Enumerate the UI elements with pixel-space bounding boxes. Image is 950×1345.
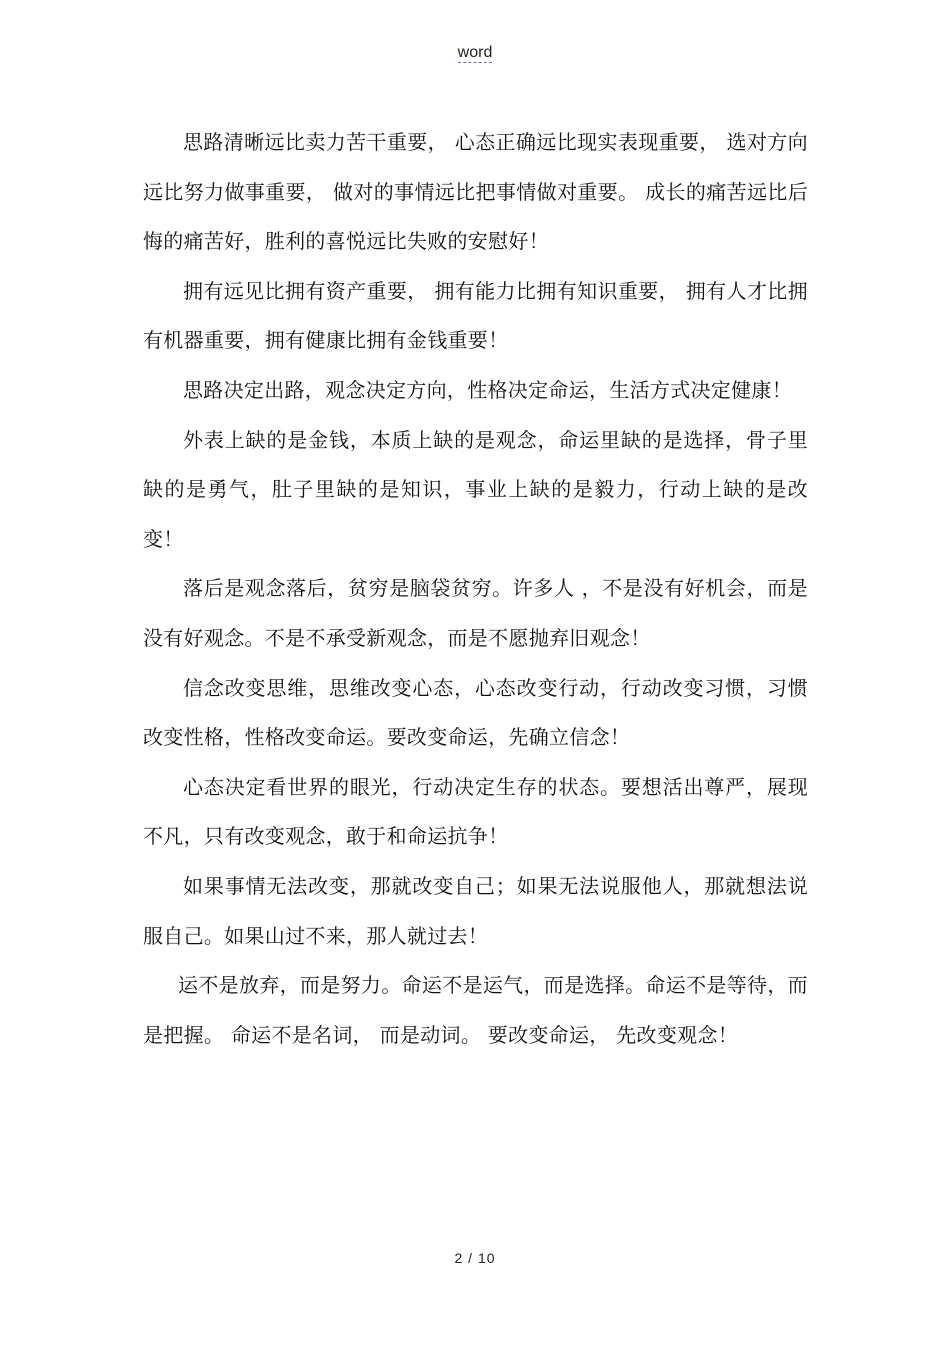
header-title: word — [457, 44, 493, 61]
paragraph-4: 外表上缺的是金钱，本质上缺的是观念，命运里缺的是选择，骨子里缺的是勇气，肚子里缺的是知识，事业上缺的是毅力，行动上缺的是改变！ — [143, 427, 808, 551]
paragraph-5: 落后是观念落后，贫穷是脑袋贫穷。许多人 ，不是没有好机会，而是没有好观念。不是不承受新观念，而是不愿抛弃旧观念！ — [143, 576, 808, 650]
paragraph-1: 思路清晰远比卖力苦干重要， 心态正确远比现实表现重要， 选对方向远比努力做事重要， 做对的事情远比把事情做对重要。 成长的痛苦远比后悔的痛苦好，胜利的喜悦远比失败的安慰好！ — [143, 130, 808, 254]
paragraph-3: 思路决定出路，观念决定方向，性格决定命运，生活方式决定健康！ — [183, 377, 792, 402]
paragraph-6: 信念改变思维，思维改变心态，心态改变行动，行动改变习惯，习惯改变性格，性格改变命运。要改变命运，先确立信念！ — [143, 675, 808, 750]
page-number: 2 / 10 — [454, 1250, 496, 1266]
paragraph-9: 运不是放弃，而是努力。命运不是运气，而是选择。命运不是等待，而是把握。 命运不是名词， 而是动词。 要改变命运， 先改变观念！ — [143, 973, 808, 1047]
paragraph-2: 拥有远见比拥有资产重要， 拥有能力比拥有知识重要， 拥有人才比拥有机器重要，拥有健康比拥有金钱重要！ — [143, 278, 808, 353]
paragraph-8: 如果事情无法改变，那就改变自己；如果无法说服他人，那就想法说服自己。如果山过不来，那人就过去！ — [143, 873, 808, 948]
page-header — [0, 44, 950, 62]
paragraph-7: 心态决定看世界的眼光，行动决定生存的状态。要想活出尊严，展现不凡，只有改变观念，敢于和命运抗争！ — [143, 774, 808, 849]
document-body — [143, 118, 808, 1060]
